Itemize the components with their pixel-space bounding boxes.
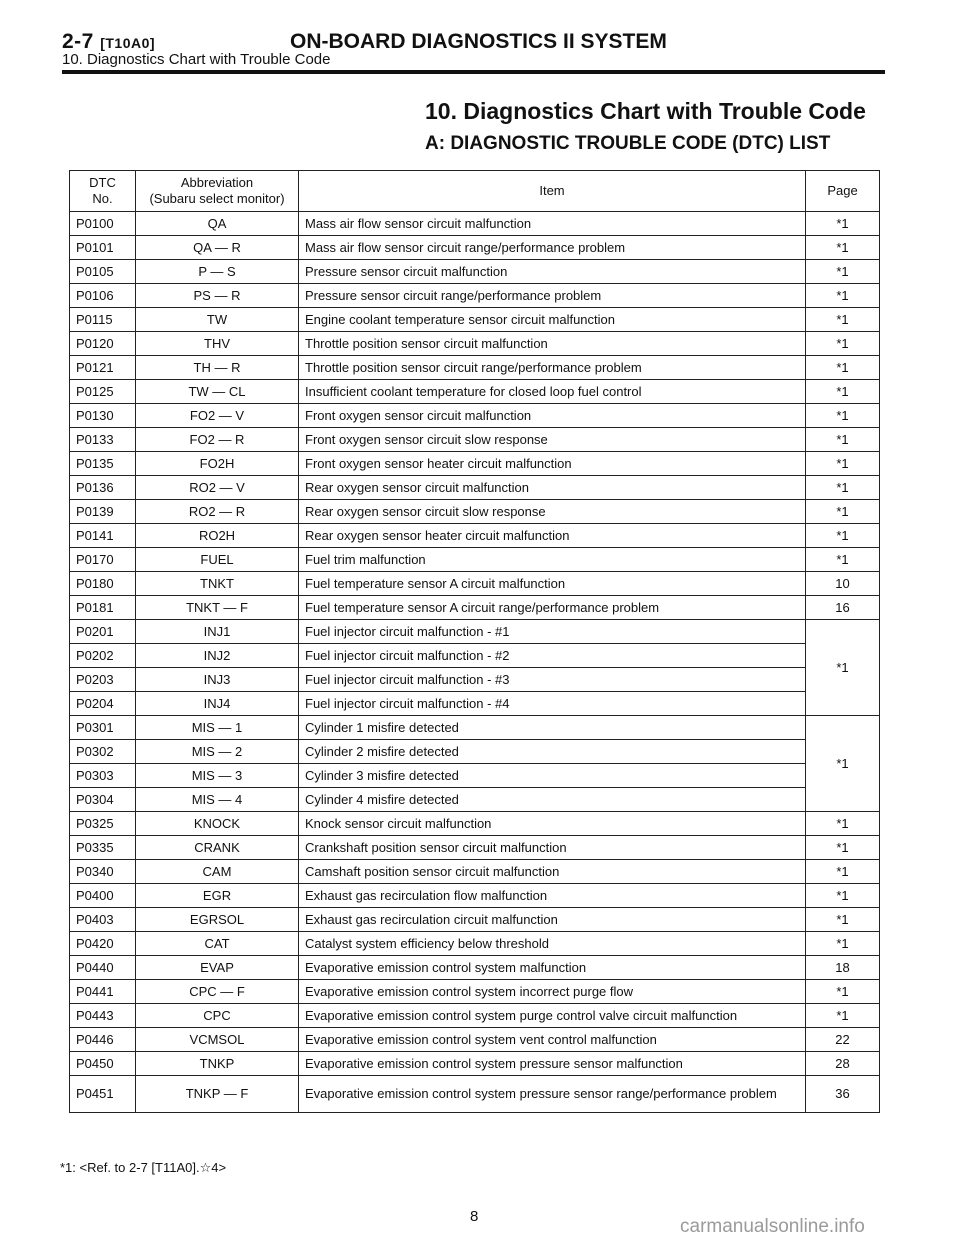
table-row — [70, 572, 880, 596]
page-cell: 16 — [806, 596, 880, 620]
page-cell: 28 — [806, 1052, 880, 1076]
item-cell: Cylinder 2 misfire detected — [299, 740, 806, 764]
abbreviation-cell: EGRSOL — [136, 908, 299, 932]
table-row — [70, 404, 880, 428]
dtc-code-cell: P0202 — [70, 644, 136, 668]
abbreviation-cell: QA — R — [136, 236, 299, 260]
table-row — [70, 788, 880, 812]
abbreviation-cell: CAT — [136, 932, 299, 956]
item-cell: Knock sensor circuit malfunction — [299, 812, 806, 836]
item-cell: Fuel injector circuit malfunction - #3 — [299, 668, 806, 692]
item-cell: Catalyst system efficiency below threshold — [299, 932, 806, 956]
dtc-code-cell: P0335 — [70, 836, 136, 860]
abbreviation-cell: MIS — 2 — [136, 740, 299, 764]
abbreviation-cell: MIS — 4 — [136, 788, 299, 812]
abbreviation-cell: TH — R — [136, 356, 299, 380]
footnote: *1: <Ref. to 2-7 [T11A0].☆4> — [60, 1160, 227, 1175]
table-row — [70, 380, 880, 404]
page-cell: *1 — [806, 284, 880, 308]
dtc-code-cell: P0115 — [70, 308, 136, 332]
item-cell: Pressure sensor circuit range/performance problem — [299, 284, 806, 308]
abbreviation-cell: CPC — F — [136, 980, 299, 1004]
abbreviation-cell: RO2H — [136, 524, 299, 548]
dtc-code-cell: P0136 — [70, 476, 136, 500]
item-cell: Fuel temperature sensor A circuit malfunction — [299, 572, 806, 596]
dtc-code-cell: P0304 — [70, 788, 136, 812]
page-cell: 10 — [806, 572, 880, 596]
abbreviation-cell: TNKP — [136, 1052, 299, 1076]
abbreviation-cell: FO2H — [136, 452, 299, 476]
page-cell: *1 — [806, 236, 880, 260]
abbreviation-cell: CPC — [136, 1004, 299, 1028]
page-cell: *1 — [806, 212, 880, 236]
page-cell: *1 — [806, 476, 880, 500]
dtc-code-cell: P0450 — [70, 1052, 136, 1076]
page-cell: *1 — [806, 980, 880, 1004]
dtc-code-cell: P0130 — [70, 404, 136, 428]
dtc-code-cell: P0203 — [70, 668, 136, 692]
dtc-code-cell: P0120 — [70, 332, 136, 356]
table-row — [70, 596, 880, 620]
dtc-code-cell: P0101 — [70, 236, 136, 260]
table-row — [70, 740, 880, 764]
abbreviation-cell: CAM — [136, 860, 299, 884]
header-abbreviation — [136, 171, 299, 212]
header-page: Page — [806, 171, 880, 212]
dtc-code-cell: P0451 — [70, 1076, 136, 1113]
abbreviation-cell: EGR — [136, 884, 299, 908]
abbreviation-cell: FO2 — R — [136, 428, 299, 452]
table-row — [70, 548, 880, 572]
item-cell: Evaporative emission control system vent control malfunction — [299, 1028, 806, 1052]
item-cell: Evaporative emission control system incorrect purge flow — [299, 980, 806, 1004]
dtc-code-cell: P0446 — [70, 1028, 136, 1052]
page-cell: *1 — [806, 380, 880, 404]
table-row — [70, 668, 880, 692]
item-cell: Crankshaft position sensor circuit malfunction — [299, 836, 806, 860]
table-row — [70, 452, 880, 476]
page-cell: *1 — [806, 716, 880, 812]
section-subtitle: A: DIAGNOSTIC TROUBLE CODE (DTC) LIST — [425, 133, 831, 154]
dtc-code-cell: P0403 — [70, 908, 136, 932]
page-cell: *1 — [806, 548, 880, 572]
header-dtc-line2: No. — [92, 191, 113, 206]
dtc-code-cell: P0139 — [70, 500, 136, 524]
running-header-subtitle: 10. Diagnostics Chart with Trouble Code — [62, 51, 331, 68]
item-cell: Pressure sensor circuit malfunction — [299, 260, 806, 284]
item-cell: Mass air flow sensor circuit range/performance problem — [299, 236, 806, 260]
item-cell: Front oxygen sensor circuit slow response — [299, 428, 806, 452]
abbreviation-cell: INJ3 — [136, 668, 299, 692]
page-cell: *1 — [806, 908, 880, 932]
item-cell: Camshaft position sensor circuit malfunction — [299, 860, 806, 884]
abbreviation-cell: EVAP — [136, 956, 299, 980]
abbreviation-cell: P — S — [136, 260, 299, 284]
abbreviation-cell: PS — R — [136, 284, 299, 308]
running-header-title: ON-BOARD DIAGNOSTICS II SYSTEM — [290, 30, 667, 53]
table-row — [70, 812, 880, 836]
page-cell: *1 — [806, 524, 880, 548]
item-cell: Mass air flow sensor circuit malfunction — [299, 212, 806, 236]
item-cell: Cylinder 4 misfire detected — [299, 788, 806, 812]
page-cell: *1 — [806, 812, 880, 836]
item-cell: Fuel injector circuit malfunction - #1 — [299, 620, 806, 644]
item-cell: Throttle position sensor circuit malfunction — [299, 332, 806, 356]
item-cell: Insufficient coolant temperature for closed loop fuel control — [299, 380, 806, 404]
abbreviation-cell: CRANK — [136, 836, 299, 860]
watermark: carmanualsonline.info — [680, 1216, 865, 1237]
table-row — [70, 284, 880, 308]
table-row — [70, 260, 880, 284]
abbreviation-cell: QA — [136, 212, 299, 236]
section-code-tag: [T10A0] — [100, 35, 156, 51]
dtc-code-cell: P0204 — [70, 692, 136, 716]
table-row — [70, 692, 880, 716]
table-row — [70, 764, 880, 788]
abbreviation-cell: INJ1 — [136, 620, 299, 644]
item-cell: Fuel temperature sensor A circuit range/performance problem — [299, 596, 806, 620]
page-number: 8 — [470, 1208, 479, 1225]
table-row — [70, 908, 880, 932]
page-cell: *1 — [806, 620, 880, 716]
page-cell: *1 — [806, 308, 880, 332]
header-dtc — [70, 171, 136, 212]
abbreviation-cell: RO2 — V — [136, 476, 299, 500]
item-cell: Throttle position sensor circuit range/performance problem — [299, 356, 806, 380]
dtc-code-cell: P0125 — [70, 380, 136, 404]
dtc-code-cell: P0340 — [70, 860, 136, 884]
dtc-code-cell: P0170 — [70, 548, 136, 572]
page-cell: 22 — [806, 1028, 880, 1052]
page-cell: *1 — [806, 332, 880, 356]
abbreviation-cell: TNKP — F — [136, 1076, 299, 1113]
dtc-code-cell: P0325 — [70, 812, 136, 836]
abbreviation-cell: MIS — 3 — [136, 764, 299, 788]
page-cell: 36 — [806, 1076, 880, 1113]
table-row — [70, 332, 880, 356]
item-cell: Cylinder 1 misfire detected — [299, 716, 806, 740]
table-row — [70, 308, 880, 332]
abbreviation-cell: MIS — 1 — [136, 716, 299, 740]
dtc-code-cell: P0400 — [70, 884, 136, 908]
abbreviation-cell: INJ2 — [136, 644, 299, 668]
header-rule — [62, 70, 885, 74]
item-cell: Evaporative emission control system malfunction — [299, 956, 806, 980]
table-row — [70, 1004, 880, 1028]
table-row — [70, 716, 880, 740]
table-row — [70, 1028, 880, 1052]
header-abbr-line2: (Subaru select monitor) — [149, 191, 285, 206]
page-cell: *1 — [806, 1004, 880, 1028]
item-cell: Evaporative emission control system purge control valve circuit malfunction — [299, 1004, 806, 1028]
table-row — [70, 956, 880, 980]
item-cell: Fuel trim malfunction — [299, 548, 806, 572]
abbreviation-cell: FO2 — V — [136, 404, 299, 428]
item-cell: Evaporative emission control system pressure sensor malfunction — [299, 1052, 806, 1076]
abbreviation-cell: FUEL — [136, 548, 299, 572]
table-body — [70, 212, 880, 1113]
dtc-code-cell: P0133 — [70, 428, 136, 452]
header-abbr-line1: Abbreviation — [180, 175, 254, 190]
page-cell: *1 — [806, 500, 880, 524]
item-cell: Front oxygen sensor circuit malfunction — [299, 404, 806, 428]
page-cell: *1 — [806, 260, 880, 284]
dtc-code-cell: P0141 — [70, 524, 136, 548]
table-row — [70, 1076, 880, 1113]
table-row — [70, 428, 880, 452]
abbreviation-cell: VCMSOL — [136, 1028, 299, 1052]
dtc-code-cell: P0135 — [70, 452, 136, 476]
abbreviation-cell: TW — CL — [136, 380, 299, 404]
table-row — [70, 644, 880, 668]
item-cell: Cylinder 3 misfire detected — [299, 764, 806, 788]
abbreviation-cell: RO2 — R — [136, 500, 299, 524]
table-row — [70, 236, 880, 260]
dtc-code-cell: P0443 — [70, 1004, 136, 1028]
dtc-code-cell: P0441 — [70, 980, 136, 1004]
abbreviation-cell: TW — [136, 308, 299, 332]
dtc-code-cell: P0105 — [70, 260, 136, 284]
item-cell: Fuel injector circuit malfunction - #2 — [299, 644, 806, 668]
table-row — [70, 476, 880, 500]
dtc-code-cell: P0303 — [70, 764, 136, 788]
item-cell: Exhaust gas recirculation circuit malfunction — [299, 908, 806, 932]
page-cell: *1 — [806, 836, 880, 860]
table-row — [70, 932, 880, 956]
table-row — [70, 884, 880, 908]
page-cell: *1 — [806, 356, 880, 380]
abbreviation-cell: TNKT — F — [136, 596, 299, 620]
table-row — [70, 1052, 880, 1076]
page-cell: 18 — [806, 956, 880, 980]
item-cell: Engine coolant temperature sensor circuit malfunction — [299, 308, 806, 332]
table-row — [70, 980, 880, 1004]
item-cell: Exhaust gas recirculation flow malfunction — [299, 884, 806, 908]
item-cell: Front oxygen sensor heater circuit malfunction — [299, 452, 806, 476]
table-row — [70, 836, 880, 860]
page-cell: *1 — [806, 428, 880, 452]
item-cell: Rear oxygen sensor heater circuit malfunction — [299, 524, 806, 548]
dtc-code-cell: P0180 — [70, 572, 136, 596]
dtc-code-cell: P0302 — [70, 740, 136, 764]
table-row — [70, 356, 880, 380]
header-item: Item — [299, 171, 806, 212]
table-row — [70, 524, 880, 548]
table-row — [70, 212, 880, 236]
abbreviation-cell: TNKT — [136, 572, 299, 596]
page-cell: *1 — [806, 884, 880, 908]
item-cell: Rear oxygen sensor circuit slow response — [299, 500, 806, 524]
abbreviation-cell: THV — [136, 332, 299, 356]
dtc-code-cell: P0181 — [70, 596, 136, 620]
dtc-code-cell: P0440 — [70, 956, 136, 980]
page-cell: *1 — [806, 860, 880, 884]
dtc-table — [69, 170, 880, 1113]
item-cell: Evaporative emission control system pressure sensor range/performance problem — [299, 1076, 806, 1113]
dtc-code-cell: P0301 — [70, 716, 136, 740]
table-row — [70, 500, 880, 524]
page-cell: *1 — [806, 404, 880, 428]
abbreviation-cell: INJ4 — [136, 692, 299, 716]
table-row — [70, 860, 880, 884]
dtc-code-cell: P0106 — [70, 284, 136, 308]
abbreviation-cell: KNOCK — [136, 812, 299, 836]
header-dtc-line1: DTC — [89, 175, 116, 190]
dtc-code-cell: P0100 — [70, 212, 136, 236]
item-cell: Fuel injector circuit malfunction - #4 — [299, 692, 806, 716]
page-cell: *1 — [806, 932, 880, 956]
dtc-code-cell: P0420 — [70, 932, 136, 956]
page-cell: *1 — [806, 452, 880, 476]
section-title: 10. Diagnostics Chart with Trouble Code — [425, 98, 866, 124]
dtc-code-cell: P0121 — [70, 356, 136, 380]
table-header-row — [70, 171, 880, 212]
dtc-code-cell: P0201 — [70, 620, 136, 644]
section-code-number: 2-7 — [62, 30, 94, 53]
item-cell: Rear oxygen sensor circuit malfunction — [299, 476, 806, 500]
table-row — [70, 620, 880, 644]
